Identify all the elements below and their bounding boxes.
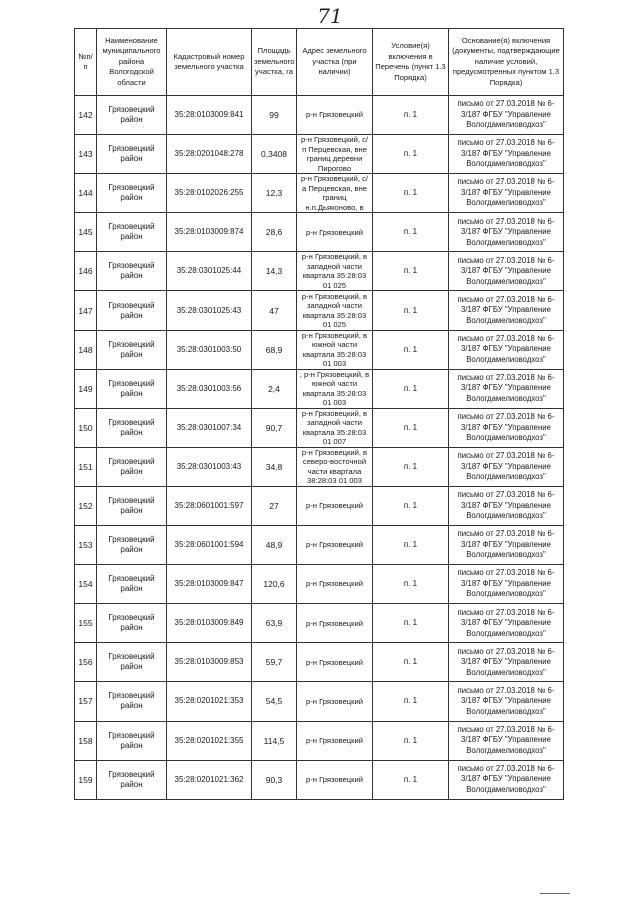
district-name-cell xyxy=(97,721,167,760)
inclusion-basis: письмо от 27.03.2018 № 6-3/187 ФГБУ "Управление Вологдамелиоводхоз" xyxy=(457,255,555,286)
plot-address: р-н Грязовецкий xyxy=(306,657,363,667)
cadastral-number: 35:28:0103009:847 xyxy=(174,579,244,589)
plot-area: 90,7 xyxy=(265,422,283,433)
row-number-cell xyxy=(75,643,97,682)
district-name-cell xyxy=(97,291,167,330)
row-number: 158 xyxy=(78,735,93,746)
plot-address: р-н Грязовецкий, в северо-восточной части квартала 38:28:03 01 003 xyxy=(301,447,368,486)
plot-area: 0,3408 xyxy=(261,149,287,160)
row-number: 149 xyxy=(78,383,93,394)
table-row xyxy=(75,408,564,447)
district-name-cell xyxy=(97,760,167,799)
district-name-cell xyxy=(97,447,167,486)
inclusion-basis-cell xyxy=(449,760,564,799)
plot-area-cell xyxy=(252,721,297,760)
cadastral-number-cell xyxy=(167,643,252,682)
inclusion-condition-cell xyxy=(373,135,449,174)
inclusion-condition: п. 1 xyxy=(403,500,418,510)
inclusion-condition-cell xyxy=(373,369,449,408)
cadastral-number: 35:28:0103009:874 xyxy=(174,227,244,237)
plot-address-cell xyxy=(297,643,373,682)
plot-area: 59,7 xyxy=(265,657,283,668)
row-number-cell xyxy=(75,526,97,565)
table-row xyxy=(75,96,564,135)
cadastral-number-cell xyxy=(167,369,252,408)
cadastral-number: 35:28:0301003:43 xyxy=(176,461,242,471)
plot-address: р-н Грязовецкий xyxy=(306,618,363,628)
inclusion-basis: письмо от 27.03.2018 № 6-3/187 ФГБУ "Управление Вологдамелиоводхоз" xyxy=(457,294,555,325)
district-name: Грязовецкий район xyxy=(108,613,155,633)
plot-area-cell xyxy=(252,369,297,408)
row-number-cell xyxy=(75,96,97,135)
inclusion-basis-cell xyxy=(449,369,564,408)
cadastral-number: 35:28:0201021:362 xyxy=(174,774,244,784)
district-name: Грязовецкий район xyxy=(108,691,155,711)
table-row xyxy=(75,760,564,799)
inclusion-condition: п. 1 xyxy=(403,735,418,745)
cadastral-number: 35:28:0601001:594 xyxy=(174,540,244,550)
row-number: 143 xyxy=(78,149,93,160)
inclusion-condition-cell xyxy=(373,643,449,682)
row-number-cell xyxy=(75,682,97,721)
row-number: 148 xyxy=(78,344,93,355)
inclusion-condition: п. 1 xyxy=(403,657,418,667)
row-number-cell xyxy=(75,330,97,369)
plot-area: 27 xyxy=(269,500,279,511)
district-name-cell xyxy=(97,369,167,408)
inclusion-condition-cell xyxy=(373,96,449,135)
district-name: Грязовецкий район xyxy=(108,183,155,203)
inclusion-condition-cell xyxy=(373,565,449,604)
cadastral-number: 35:28:0601001:597 xyxy=(174,500,244,510)
row-number-cell xyxy=(75,486,97,525)
plot-area-cell xyxy=(252,604,297,643)
cadastral-number-cell xyxy=(167,486,252,525)
cadastral-number: 35:28:0103009:853 xyxy=(174,657,244,667)
inclusion-basis: письмо от 27.03.2018 № 6-3/187 ФГБУ "Управление Вологдамелиоводхоз" xyxy=(457,177,555,208)
table-row xyxy=(75,369,564,408)
plot-address: р-н Грязовецкий, в южной части квартала 35:28:03 01 003 xyxy=(301,330,368,369)
inclusion-condition-cell xyxy=(373,486,449,525)
inclusion-basis: письмо от 27.03.2018 № 6-3/187 ФГБУ "Управление Вологдамелиоводхоз" xyxy=(457,724,555,755)
inclusion-condition: п. 1 xyxy=(403,149,418,159)
header-num: №п/п xyxy=(75,29,97,96)
plot-area: 114,5 xyxy=(263,735,285,746)
plot-area: 2,4 xyxy=(268,383,280,394)
page-number: 71 xyxy=(317,4,343,28)
row-number: 159 xyxy=(78,774,93,785)
inclusion-basis-cell xyxy=(449,135,564,174)
plot-area-cell xyxy=(252,486,297,525)
plot-area: 47 xyxy=(269,305,279,316)
district-name-cell xyxy=(97,96,167,135)
land-plot-registry-table xyxy=(74,28,564,800)
inclusion-basis-cell xyxy=(449,96,564,135)
table-row xyxy=(75,486,564,525)
district-name-cell xyxy=(97,604,167,643)
cadastral-number-cell xyxy=(167,721,252,760)
plot-area-cell xyxy=(252,643,297,682)
cadastral-number: 35:28:0301025:44 xyxy=(176,266,242,276)
inclusion-basis: письмо от 27.03.2018 № 6-3/187 ФГБУ "Управление Вологдамелиоводхоз" xyxy=(457,99,555,130)
inclusion-condition: п. 1 xyxy=(403,227,418,237)
table-header xyxy=(75,29,564,96)
district-name-cell xyxy=(97,213,167,252)
plot-area: 90,3 xyxy=(265,774,283,785)
table-row xyxy=(75,643,564,682)
district-name-cell xyxy=(97,682,167,721)
page-edge-mark xyxy=(540,893,570,894)
plot-area-cell xyxy=(252,760,297,799)
inclusion-condition-cell xyxy=(373,330,449,369)
row-number-cell xyxy=(75,213,97,252)
plot-address: р-н Грязовецкий xyxy=(306,774,363,784)
cadastral-number: 35:28:0301003:56 xyxy=(176,383,242,393)
inclusion-condition: п. 1 xyxy=(403,540,418,550)
header-condition: Условие(я) включения в Перечень (пункт 1.3 Порядка) xyxy=(373,29,449,96)
district-name-cell xyxy=(97,174,167,213)
plot-address-cell xyxy=(297,721,373,760)
plot-area: 12,3 xyxy=(265,188,283,199)
plot-address: р-н Грязовецкий xyxy=(306,579,363,589)
plot-area-cell xyxy=(252,252,297,291)
row-number: 151 xyxy=(78,461,93,472)
plot-address: р-н Грязовецкий xyxy=(306,540,363,550)
inclusion-basis-cell xyxy=(449,682,564,721)
plot-address-cell xyxy=(297,291,373,330)
cadastral-number: 35:28:0103009:841 xyxy=(174,110,244,120)
plot-address-cell xyxy=(297,408,373,447)
plot-area-cell xyxy=(252,526,297,565)
plot-address: р-н Грязовецкий xyxy=(306,110,363,120)
row-number: 146 xyxy=(78,266,93,277)
plot-address-cell xyxy=(297,369,373,408)
inclusion-basis: письмо от 27.03.2018 № 6-3/187 ФГБУ "Управление Вологдамелиоводхоз" xyxy=(457,372,555,403)
inclusion-condition-cell xyxy=(373,291,449,330)
table-row xyxy=(75,291,564,330)
inclusion-condition-cell xyxy=(373,682,449,721)
plot-area: 34,8 xyxy=(265,461,283,472)
row-number-cell xyxy=(75,721,97,760)
row-number: 147 xyxy=(78,305,93,316)
plot-address: р-н Грязовецкий, в западной части квартала 35:28:03 01 007 xyxy=(301,408,368,447)
district-name-cell xyxy=(97,526,167,565)
inclusion-basis: письмо от 27.03.2018 № 6-3/187 ФГБУ "Управление Вологдамелиоводхоз" xyxy=(457,763,555,794)
inclusion-basis: письмо от 27.03.2018 № 6-3/187 ФГБУ "Управление Вологдамелиоводхоз" xyxy=(457,451,555,482)
inclusion-condition-cell xyxy=(373,760,449,799)
inclusion-basis: письмо от 27.03.2018 № 6-3/187 ФГБУ "Управление Вологдамелиоводхоз" xyxy=(457,529,555,560)
table-row xyxy=(75,682,564,721)
district-name: Грязовецкий район xyxy=(108,417,155,437)
inclusion-condition-cell xyxy=(373,174,449,213)
cadastral-number-cell xyxy=(167,565,252,604)
row-number-cell xyxy=(75,174,97,213)
inclusion-condition: п. 1 xyxy=(403,188,418,198)
table-row xyxy=(75,526,564,565)
plot-address: р-н Грязовецкий, с/а Перцевская, вне границ н.п.Дьяконово, в xyxy=(300,174,369,212)
inclusion-condition: п. 1 xyxy=(403,774,418,784)
row-number: 154 xyxy=(78,579,93,590)
row-number: 142 xyxy=(78,110,93,121)
plot-area-cell xyxy=(252,291,297,330)
inclusion-basis: письмо от 27.03.2018 № 6-3/187 ФГБУ "Управление Вологдамелиоводхоз" xyxy=(457,138,555,169)
inclusion-condition-cell xyxy=(373,604,449,643)
row-number: 153 xyxy=(78,540,93,551)
cadastral-number: 35:28:0201048:278 xyxy=(174,149,244,159)
inclusion-basis: письмо от 27.03.2018 № 6-3/187 ФГБУ "Управление Вологдамелиоводхоз" xyxy=(457,646,555,677)
inclusion-basis-cell xyxy=(449,565,564,604)
inclusion-condition: п. 1 xyxy=(403,618,418,628)
inclusion-condition: п. 1 xyxy=(403,696,418,706)
row-number: 157 xyxy=(78,696,93,707)
header-cadastral: Кадастровый номер земельного участка xyxy=(167,29,252,96)
district-name: Грязовецкий район xyxy=(108,144,155,164)
inclusion-condition: п. 1 xyxy=(403,266,418,276)
plot-area: 68,9 xyxy=(265,344,283,355)
table-row xyxy=(75,213,564,252)
district-name: Грязовецкий район xyxy=(108,339,155,359)
header-row xyxy=(75,29,564,96)
district-name: Грязовецкий район xyxy=(108,300,155,320)
cadastral-number-cell xyxy=(167,447,252,486)
inclusion-basis-cell xyxy=(449,721,564,760)
inclusion-condition-cell xyxy=(373,252,449,291)
district-name: Грязовецкий район xyxy=(108,222,155,242)
plot-area-cell xyxy=(252,96,297,135)
row-number: 155 xyxy=(78,618,93,629)
inclusion-basis-cell xyxy=(449,486,564,525)
inclusion-basis-cell xyxy=(449,526,564,565)
table-row xyxy=(75,174,564,213)
row-number: 152 xyxy=(78,500,93,511)
inclusion-basis-cell xyxy=(449,291,564,330)
plot-area-cell xyxy=(252,330,297,369)
plot-area: 48,9 xyxy=(265,540,283,551)
inclusion-condition: п. 1 xyxy=(403,422,418,432)
inclusion-condition: п. 1 xyxy=(403,383,418,393)
plot-address-cell xyxy=(297,682,373,721)
row-number-cell xyxy=(75,760,97,799)
inclusion-basis: письмо от 27.03.2018 № 6-3/187 ФГБУ "Управление Вологдамелиоводхоз" xyxy=(457,216,555,247)
table-row xyxy=(75,721,564,760)
row-number: 150 xyxy=(78,422,93,433)
district-name: Грязовецкий район xyxy=(108,574,155,594)
plot-address: р-н Грязовецкий xyxy=(306,735,363,745)
cadastral-number-cell xyxy=(167,174,252,213)
table-row xyxy=(75,604,564,643)
row-number-cell xyxy=(75,369,97,408)
inclusion-condition: п. 1 xyxy=(403,110,418,120)
inclusion-basis-cell xyxy=(449,447,564,486)
plot-address: р-н Грязовецкий, в западной части квартала 35:28:03 01 025 xyxy=(301,291,368,330)
inclusion-condition-cell xyxy=(373,721,449,760)
district-name-cell xyxy=(97,643,167,682)
cadastral-number-cell xyxy=(167,604,252,643)
plot-address-cell xyxy=(297,526,373,565)
table-row xyxy=(75,447,564,486)
inclusion-condition-cell xyxy=(373,408,449,447)
inclusion-condition: п. 1 xyxy=(403,305,418,315)
cadastral-number: 35:28:0301007:34 xyxy=(176,422,242,432)
header-address: Адрес земельного участка (при наличии) xyxy=(297,29,373,96)
plot-address: , р-н Грязовецкий, в южной части квартала 35:28:03 01 003 xyxy=(299,369,370,408)
table-row xyxy=(75,135,564,174)
inclusion-basis: письмо от 27.03.2018 № 6-3/187 ФГБУ "Управление Вологдамелиоводхоз" xyxy=(457,412,555,443)
row-number: 145 xyxy=(78,227,93,238)
inclusion-basis: письмо от 27.03.2018 № 6-3/187 ФГБУ "Управление Вологдамелиоводхоз" xyxy=(457,685,555,716)
row-number-cell xyxy=(75,291,97,330)
plot-address-cell xyxy=(297,447,373,486)
plot-area: 28,6 xyxy=(265,227,283,238)
plot-address-cell xyxy=(297,486,373,525)
cadastral-number-cell xyxy=(167,682,252,721)
district-name: Грязовецкий район xyxy=(108,261,155,281)
row-number-cell xyxy=(75,135,97,174)
row-number-cell xyxy=(75,408,97,447)
inclusion-basis: письмо от 27.03.2018 № 6-3/187 ФГБУ "Управление Вологдамелиоводхоз" xyxy=(457,607,555,638)
inclusion-condition-cell xyxy=(373,447,449,486)
plot-address-cell xyxy=(297,213,373,252)
table-row xyxy=(75,330,564,369)
cadastral-number-cell xyxy=(167,252,252,291)
cadastral-number-cell xyxy=(167,291,252,330)
cadastral-number: 35:28:0301025:43 xyxy=(176,305,242,315)
row-number: 156 xyxy=(78,657,93,668)
plot-area-cell xyxy=(252,174,297,213)
plot-address: р-н Грязовецкий xyxy=(306,501,363,511)
plot-address-cell xyxy=(297,135,373,174)
table-row xyxy=(75,252,564,291)
inclusion-condition: п. 1 xyxy=(403,344,418,354)
plot-area: 120,6 xyxy=(263,579,285,590)
plot-area: 63,9 xyxy=(265,618,283,629)
inclusion-basis-cell xyxy=(449,252,564,291)
plot-address-cell xyxy=(297,760,373,799)
district-name-cell xyxy=(97,565,167,604)
district-name-cell xyxy=(97,135,167,174)
district-name-cell xyxy=(97,486,167,525)
cadastral-number: 35:28:0301003:50 xyxy=(176,344,242,354)
cadastral-number-cell xyxy=(167,330,252,369)
plot-address-cell xyxy=(297,565,373,604)
plot-address-cell xyxy=(297,604,373,643)
district-name-cell xyxy=(97,252,167,291)
header-basis: Основание(я) включения (документы, подтверждающие наличие условий, предусмотренных пунктом 1.3 Порядка) xyxy=(449,29,564,96)
cadastral-number: 35:28:0201021:353 xyxy=(174,696,244,706)
plot-address: р-н Грязовецкий, в западной части квартала 35:28:03 01 025 xyxy=(301,252,368,290)
cadastral-number-cell xyxy=(167,96,252,135)
row-number-cell xyxy=(75,565,97,604)
row-number-cell xyxy=(75,252,97,291)
header-district: Наименование муниципального района Вологодской области xyxy=(97,29,167,96)
district-name: Грязовецкий район xyxy=(108,378,155,398)
plot-area-cell xyxy=(252,408,297,447)
table-body xyxy=(75,96,564,800)
row-number: 144 xyxy=(78,188,93,199)
inclusion-basis-cell xyxy=(449,174,564,213)
district-name: Грязовецкий район xyxy=(108,456,155,476)
plot-address-cell xyxy=(297,96,373,135)
inclusion-condition: п. 1 xyxy=(403,461,418,471)
district-name: Грязовецкий район xyxy=(108,769,155,789)
district-name: Грязовецкий район xyxy=(108,652,155,672)
plot-area-cell xyxy=(252,447,297,486)
plot-area: 14,3 xyxy=(265,266,283,277)
inclusion-basis-cell xyxy=(449,408,564,447)
inclusion-basis-cell xyxy=(449,213,564,252)
inclusion-condition-cell xyxy=(373,526,449,565)
plot-address: р-н Грязовецкий, с/п Перцевская, вне границ деревни Пирогово xyxy=(300,135,369,173)
inclusion-basis: письмо от 27.03.2018 № 6-3/187 ФГБУ "Управление Вологдамелиоводхоз" xyxy=(457,568,555,599)
district-name-cell xyxy=(97,330,167,369)
cadastral-number-cell xyxy=(167,135,252,174)
plot-area-cell xyxy=(252,213,297,252)
plot-address-cell xyxy=(297,174,373,213)
cadastral-number: 35:28:0103009:849 xyxy=(174,618,244,628)
plot-address-cell xyxy=(297,330,373,369)
inclusion-basis-cell xyxy=(449,604,564,643)
district-name: Грязовецкий район xyxy=(108,730,155,750)
row-number-cell xyxy=(75,604,97,643)
table-row xyxy=(75,565,564,604)
cadastral-number-cell xyxy=(167,526,252,565)
cadastral-number-cell xyxy=(167,760,252,799)
cadastral-number: 35:28:0102026:255 xyxy=(174,188,244,198)
cadastral-number-cell xyxy=(167,213,252,252)
cadastral-number-cell xyxy=(167,408,252,447)
plot-address: р-н Грязовецкий xyxy=(306,696,363,706)
district-name: Грязовецкий район xyxy=(108,495,155,515)
district-name-cell xyxy=(97,408,167,447)
plot-area-cell xyxy=(252,135,297,174)
district-name: Грязовецкий район xyxy=(108,105,155,125)
inclusion-condition-cell xyxy=(373,213,449,252)
plot-address-cell xyxy=(297,252,373,291)
row-number-cell xyxy=(75,447,97,486)
inclusion-basis: письмо от 27.03.2018 № 6-3/187 ФГБУ "Управление Вологдамелиоводхоз" xyxy=(457,490,555,521)
district-name: Грязовецкий район xyxy=(108,535,155,555)
header-area: Площадь земельного участка, га xyxy=(252,29,297,96)
cadastral-number: 35:28:0201021:355 xyxy=(174,735,244,745)
plot-area: 99 xyxy=(269,110,279,121)
plot-address: р-н Грязовецкий xyxy=(306,227,363,237)
inclusion-basis: письмо от 27.03.2018 № 6-3/187 ФГБУ "Управление Вологдамелиоводхоз" xyxy=(457,333,555,364)
plot-area-cell xyxy=(252,565,297,604)
inclusion-basis-cell xyxy=(449,330,564,369)
plot-area-cell xyxy=(252,682,297,721)
plot-area: 54,5 xyxy=(265,696,283,707)
inclusion-basis-cell xyxy=(449,643,564,682)
inclusion-condition: п. 1 xyxy=(403,579,418,589)
